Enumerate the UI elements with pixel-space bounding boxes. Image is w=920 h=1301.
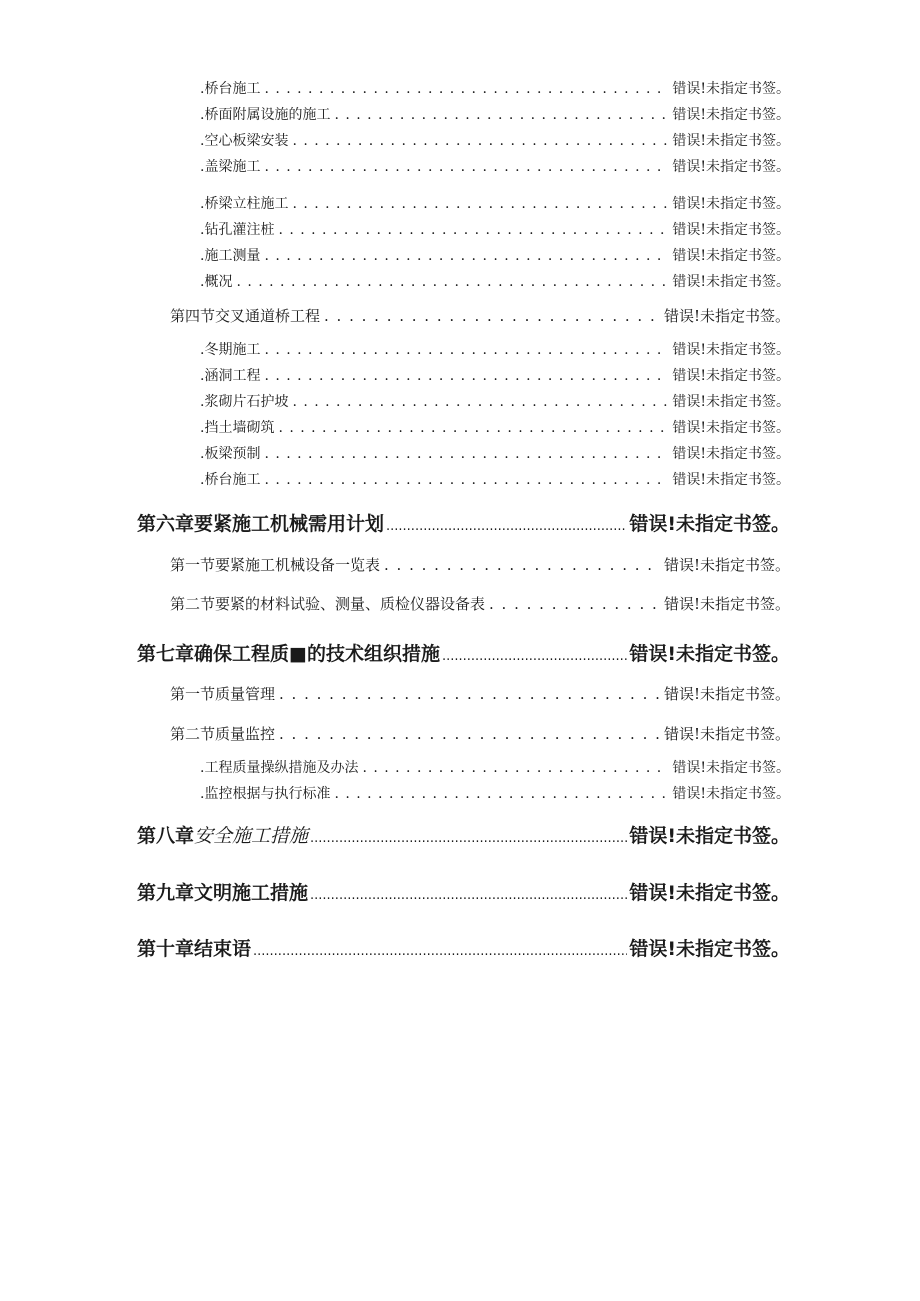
toc-leader-dots (386, 519, 627, 534)
toc-entry-title: 第九章文明施工措施 (137, 882, 309, 904)
toc-entry-chapter-8[interactable] (137, 821, 790, 848)
toc-entry-kongxinban[interactable] (200, 130, 790, 150)
toc-entry-title: .工程质量操纵措施及办法 (200, 760, 359, 776)
toc-leader-dots (264, 81, 668, 97)
toc-page-ref: 错误!未指定书签。 (672, 81, 790, 97)
toc-entry-jiankong-biaozhun[interactable] (200, 783, 790, 803)
toc-leader-dots (489, 595, 660, 613)
toc-leader-dots (292, 133, 668, 149)
toc-leader-dots (278, 420, 668, 436)
toc-page-ref: 错误!未指定书签。 (663, 307, 790, 325)
toc-page-ref: 错误!未指定书签。 (663, 685, 790, 703)
toc-leader-dots (236, 274, 668, 290)
toc-page-ref: 错误!未指定书签。 (672, 760, 790, 776)
toc-leader-dots (362, 760, 668, 776)
toc-page-ref: 错误!未指定书签。 (672, 222, 790, 238)
toc-entry-title: .桥梁立柱施工 (200, 196, 289, 212)
toc-leader-dots (278, 222, 668, 238)
toc-entry-title: 第二节质量监控 (170, 725, 276, 743)
toc-entry-title: 第二节要紧的材料试验、测量、质检仪器设备表 (170, 595, 486, 613)
toc-entry-banliang[interactable] (200, 443, 790, 463)
toc-chapter-name: 安全施工措施 (194, 825, 309, 847)
toc-leader-dots (279, 725, 660, 743)
toc-page-ref: 错误!未指定书签。 (672, 446, 790, 462)
toc-page-ref: 错误!未指定书签。 (672, 159, 790, 175)
toc-leader-dots (253, 944, 627, 959)
toc-leader-dots (334, 107, 668, 123)
toc-page-ref: 错误!未指定书签。 (672, 368, 790, 384)
toc-entry-title (137, 821, 308, 848)
toc-leader-dots (264, 159, 668, 175)
toc-page-ref: 错误!未指定书签。 (672, 394, 790, 410)
toc-page-ref: 错误!未指定书签。 (672, 133, 790, 149)
toc-leader-dots (264, 368, 668, 384)
toc-leader-dots (334, 786, 668, 802)
toc-entry-zhiliang-caozong[interactable] (200, 757, 790, 777)
toc-page-ref: 错误!未指定书签。 (672, 107, 790, 123)
toc-leader-dots (442, 649, 627, 664)
toc-entry-dangtuqiang[interactable] (200, 417, 790, 437)
toc-entry-title: .桥台施工 (200, 81, 261, 97)
toc-entry-title: .涵洞工程 (200, 368, 261, 384)
toc-entry-chapter-7[interactable] (137, 639, 790, 666)
toc-entry-title: .钻孔灌注桩 (200, 222, 275, 238)
toc-leader-dots (264, 446, 668, 462)
toc-leader-dots (310, 888, 627, 903)
toc-page-ref: 错误!未指定书签。 (672, 196, 790, 212)
toc-entry-title: .挡土墙砌筑 (200, 420, 275, 436)
toc-page-ref: 错误!未指定书签。 (672, 786, 790, 802)
toc-page-ref: 错误!未指定书签。 (629, 513, 790, 535)
toc-page-ref: 错误!未指定书签。 (629, 643, 790, 665)
toc-page-ref: 错误!未指定书签。 (672, 274, 790, 290)
toc-entry-ch6-section-1[interactable] (170, 554, 790, 575)
toc-page-ref: 错误!未指定书签。 (663, 725, 790, 743)
toc-leader-dots (264, 248, 668, 264)
toc-entry-title: 第七章确保工程质■的技术组织措施 (137, 643, 440, 665)
toc-leader-dots (324, 307, 660, 325)
toc-leader-dots (279, 685, 660, 703)
toc-entry-ch7-section-2[interactable] (170, 723, 790, 744)
toc-entry-chapter-10[interactable] (137, 934, 790, 961)
toc-entry-title: .监控根据与执行标准 (200, 786, 331, 802)
toc-entry-chapter-6[interactable] (137, 509, 790, 536)
toc-entry-lizhu[interactable] (200, 193, 790, 213)
toc-entry-gailiang[interactable] (200, 156, 790, 176)
toc-entry-chapter-9[interactable] (137, 878, 790, 905)
toc-entry-title: 第六章要紧施工机械需用计划 (137, 513, 385, 535)
toc-page-ref: 错误!未指定书签。 (672, 420, 790, 436)
toc-entry-title: 第一节质量管理 (170, 685, 276, 703)
toc-leader-dots (292, 196, 668, 212)
toc-entry-gaikuang[interactable] (200, 271, 790, 291)
toc-entry-handong[interactable] (200, 365, 790, 385)
toc-page-ref: 错误!未指定书签。 (672, 472, 790, 488)
toc-entry-zuankong[interactable] (200, 219, 790, 239)
toc-page-ref: 错误!未指定书签。 (663, 595, 790, 613)
toc-entry-celiang[interactable] (200, 245, 790, 265)
toc-entry-qiaomian[interactable] (200, 104, 790, 124)
toc-entry-ch7-section-1[interactable] (170, 683, 790, 704)
toc-page-ref: 错误!未指定书签。 (629, 938, 790, 960)
toc-leader-dots (292, 394, 668, 410)
toc-entry-title: 第十章结束语 (137, 938, 252, 960)
toc-chapter-number: 第八章 (137, 825, 195, 847)
toc-entry-title: .空心板梁安装 (200, 133, 289, 149)
toc-entry-title: .板梁预制 (200, 446, 261, 462)
toc-leader-dots (310, 831, 627, 846)
toc-entry-title: 第四节交叉通道桥工程 (170, 307, 321, 325)
toc-entry-ch6-section-2[interactable] (170, 593, 790, 614)
toc-entry-qiaotai-2[interactable] (200, 469, 790, 489)
toc-entry-title: .桥面附属设施的施工 (200, 107, 331, 123)
toc-entry-qiaotai-1[interactable] (200, 78, 790, 98)
toc-leader-dots (264, 342, 668, 358)
toc-entry-section-4[interactable] (170, 305, 790, 326)
toc-entry-title: .盖梁施工 (200, 159, 261, 175)
toc-leader-dots (264, 472, 668, 488)
toc-entry-title: 第一节要紧施工机械设备一览表 (170, 556, 381, 574)
toc-entry-jiangqi[interactable] (200, 391, 790, 411)
toc-entry-title: .施工测量 (200, 248, 261, 264)
toc-page-ref: 错误!未指定书签。 (629, 882, 790, 904)
toc-entry-title: .概况 (200, 274, 233, 290)
toc-entry-dongqi[interactable] (200, 339, 790, 359)
toc-page-ref: 错误!未指定书签。 (663, 556, 790, 574)
toc-entry-title: .冬期施工 (200, 342, 261, 358)
toc-entry-title: .桥台施工 (200, 472, 261, 488)
toc-page-ref: 错误!未指定书签。 (672, 342, 790, 358)
toc-entry-title: .浆砌片石护坡 (200, 394, 289, 410)
toc-page-ref: 错误!未指定书签。 (629, 825, 790, 847)
toc-leader-dots (384, 556, 660, 574)
toc-page-ref: 错误!未指定书签。 (672, 248, 790, 264)
